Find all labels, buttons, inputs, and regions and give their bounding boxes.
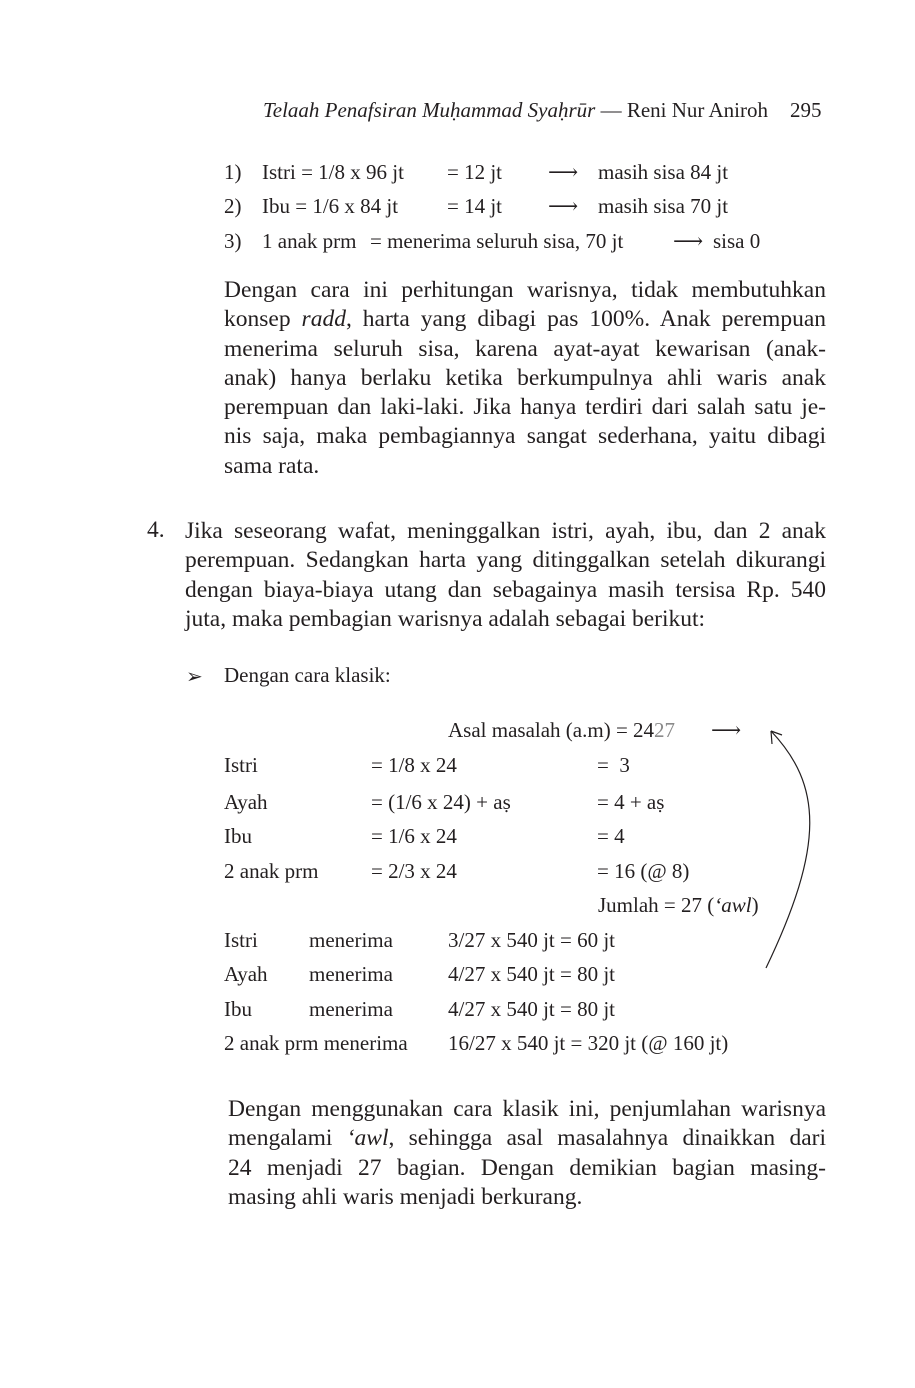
share-formula: = (1/6 x 24) + aṣ	[371, 790, 511, 814]
text-line: Dengan menggunakan cara klasik ini, penjumlahan warisnya	[228, 1096, 826, 1122]
text-line: anak) hanya berlaku ketika berkumpulnya ahli waris anak	[224, 364, 826, 391]
arrow-icon: ⟶	[548, 194, 579, 218]
text-line: konsep radd, harta yang dibagi pas 100%. Anak perempuan	[224, 306, 826, 333]
receipt-calc: 3/27 x 540 jt = 60 jt	[448, 928, 616, 952]
text-line: Dengan cara ini perhitungan warisnya, tidak membutuhkan	[224, 277, 826, 303]
heir-name: Ayah	[224, 962, 268, 986]
calc-expr: Istri = 1/8 x 96 jt	[262, 160, 404, 184]
share-result: = 3	[597, 753, 630, 777]
calc-remaining: masih sisa 70 jt	[598, 194, 729, 218]
item-number: 4.	[147, 517, 165, 543]
text-line: perempuan. Sedangkan harta yang ditinggalkan setelah dikurangi	[185, 547, 826, 574]
arrow-icon: ⟶	[711, 718, 742, 742]
calc-remaining: masih sisa 84 jt	[598, 160, 729, 184]
heir-name: Ibu	[224, 997, 252, 1021]
heir-name: Ibu	[224, 824, 252, 848]
calc-result: = 12 jt	[447, 160, 503, 184]
calc-result: = menerima seluruh sisa, 70 jt	[370, 229, 624, 253]
share-formula: = 1/8 x 24	[371, 753, 457, 777]
receive-verb: menerima	[309, 962, 393, 986]
receipt-calc: 16/27 x 540 jt = 320 jt (@ 160 jt)	[448, 1031, 729, 1055]
calc-expr: 1 anak prm	[262, 229, 357, 253]
text-line: mengalami ‘awl, sehingga asal masalahnya dinaikkan dari	[228, 1125, 826, 1152]
heir-name: Istri	[224, 753, 258, 777]
receive-verb: menerima	[309, 997, 393, 1021]
jumlah-total: Jumlah = 27 (‘awl)	[598, 893, 759, 917]
text-line: nis saja, maka pembagiannya sangat sederhana, yaitu dibagi	[224, 423, 826, 450]
text-line: sama rata.	[224, 452, 320, 479]
asal-masalah-grey-value: 27	[654, 718, 676, 742]
header-dash: —	[595, 98, 627, 122]
heir-name: Istri	[224, 928, 258, 952]
share-result: = 4 + aṣ	[597, 790, 665, 814]
calc-result: = 14 jt	[447, 194, 503, 218]
book-title: Telaah Penafsiran Muḥammad Syaḥrūr	[263, 98, 596, 122]
paragraph-awl	[228, 1095, 826, 1212]
text-line: Jika seseorang wafat, meninggalkan istri, ayah, ibu, dan 2 anak	[185, 518, 826, 544]
page-number: 295	[790, 98, 822, 122]
share-result: = 4	[597, 824, 625, 848]
share-result: = 16 (@ 8)	[597, 859, 690, 883]
bullet-text: Dengan cara klasik:	[224, 663, 391, 687]
receive-verb: menerima	[309, 928, 393, 952]
calc-num: 2)	[224, 194, 242, 218]
text-line: juta, maka pembagian warisnya adalah sebagai berikut:	[185, 605, 706, 632]
term-awl: ‘awl	[346, 1125, 389, 1152]
calc-expr: Ibu = 1/6 x 84 jt	[262, 194, 399, 218]
text-line: perempuan dan laki-laki. Jika hanya terdiri dari salah satu je-	[224, 394, 826, 421]
calc-remaining: sisa 0	[713, 229, 761, 253]
heir-name: 2 anak prm	[224, 859, 319, 883]
share-formula: = 2/3 x 24	[371, 859, 457, 883]
bullet-arrow-icon: ➢	[186, 666, 203, 688]
text-line: dengan biaya-biaya utang dan sebagainya masih tersisa Rp. 540	[185, 576, 826, 603]
arrow-icon: ⟶	[548, 160, 579, 184]
text-line: menerima seluruh sisa, karena ayat-ayat kewarisan (anak-	[224, 335, 826, 362]
share-formula: = 1/6 x 24	[371, 824, 457, 848]
receipt-calc: 4/27 x 540 jt = 80 jt	[448, 962, 616, 986]
calc-num: 3)	[224, 229, 242, 253]
text-line: masing ahli waris menjadi berkurang.	[228, 1183, 583, 1210]
term-awl: ‘awl	[714, 893, 752, 917]
receipt-calc: 4/27 x 540 jt = 80 jt	[448, 997, 616, 1021]
calc-num: 1)	[224, 160, 242, 184]
asal-masalah: Asal masalah (a.m) = 2427	[448, 718, 676, 742]
arrow-icon: ⟶	[673, 229, 704, 253]
author-name: Reni Nur Aniroh	[626, 98, 768, 122]
heir-name: 2 anak prm menerima	[224, 1031, 408, 1055]
text-line: 24 menjadi 27 bagian. Dengan demikian bagian masing-	[228, 1154, 826, 1181]
term-radd: radd	[301, 306, 346, 333]
heir-name: Ayah	[224, 790, 268, 814]
